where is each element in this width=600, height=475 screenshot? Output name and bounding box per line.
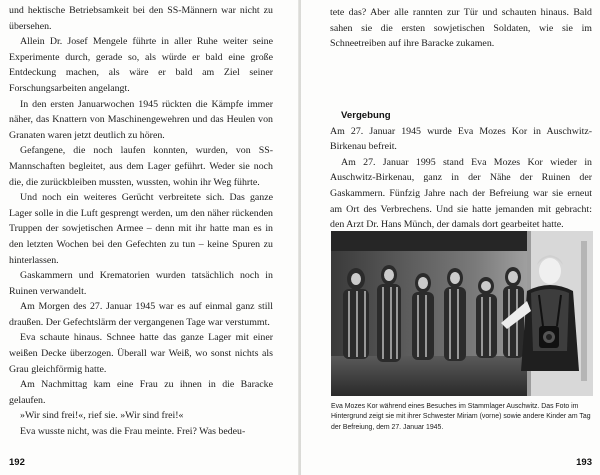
- paragraph: und hektische Betriebsamkeit bei den SS-Männern war nicht zu übersehen.: [9, 5, 273, 32]
- right-page-continuation: [330, 5, 592, 52]
- paragraph: Eva wusste nicht, was die Frau meinte. Frei? Was bedeu-: [20, 426, 246, 438]
- photo-illustration: [331, 231, 593, 396]
- paragraph: Allein Dr. Josef Mengele führte in aller Ruhe weiter seine Experimente durch, gerade so, als würde er bald eine große Entdeckung machen, als wäre er bald am Ziel seiner Forschungsarbeiten angelangt.: [9, 36, 273, 94]
- paragraph: tete das? Aber alle rannten zur Tür und schauten hinaus. Bald sahen sie die ersten sowjetischen Soldaten, wie sie im Schneetreiben auf ihre Baracke zukamen.: [330, 7, 592, 50]
- paragraph: Am 27. Januar 1945 wurde Eva Mozes Kor in Auschwitz-Birkenau befreit.: [330, 125, 592, 153]
- paragraph: Am 27. Januar 1995 stand Eva Mozes Kor wieder in Auschwitz-Birkenau, ganz in der Nähe der Ruinen der Gaskammern. Fünfzig Jahre nach der Befreiung war sie erneut am Ort des Verbrechens. Und sie hatte jemanden mit gebracht: den Arzt Dr. Hans Münch, der damals dort gearbeitet hatte.: [330, 156, 592, 231]
- paragraph: Gefangene, die noch laufen konnten, wurden, von SS-Mannschaften begleitet, aus dem Lager geführt. Weder sie noch die, die zurückbleiben mussten, wussten, wohin ihr Weg führte.: [9, 145, 273, 188]
- paragraph: »Wir sind frei!«, rief sie. »Wir sind frei!«: [20, 410, 184, 422]
- paragraph: Eva schaute hinaus. Schnee hatte das ganze Lager mit einer weißen Decke überzogen. Überall war Weiß, wo sonst nichts als Grau gleichförmig hatte.: [9, 332, 273, 375]
- left-page: [0, 0, 299, 475]
- paragraph: Gaskammern und Krematorien wurden tatsächlich noch in Ruinen verwandelt.: [9, 270, 273, 297]
- paragraph: In den ersten Januarwochen 1945 rückten die Kämpfe immer näher, das Knattern von Maschinengewehren und das Heulen von Granaten waren jetzt deutlich zu hören.: [9, 98, 273, 141]
- photo-caption: Eva Mozes Kor während eines Besuches im Stammlager Auschwitz. Das Foto im Hintergrund zeigt sie mit ihrer Schwester Miriam (vorne) sowie andere Kinder am Tag der Befreiung, dem 27. Januar 1945.: [331, 403, 591, 431]
- section-heading: Vergebung: [341, 110, 391, 121]
- paragraph: Am Morgen des 27. Januar 1945 war es auf einmal ganz still draußen. Der Gefechtslärm der vergangenen Tage war verstummt.: [9, 301, 273, 328]
- photo-eva-mozes-kor: [331, 231, 593, 396]
- left-page-body: [9, 3, 273, 440]
- page-number-left: 192: [9, 457, 25, 468]
- page-number-right: 193: [576, 457, 592, 468]
- paragraph: Und noch ein weiteres Gerücht verbreitete sich. Das ganze Lager solle in die Luft gesprengt werden, um den näher rückenden Truppen der sowjetischen Armee – denn mit ihr hatte man es in den letzten Wochen bei den Gefechten zu tun – keine Spuren zu hinterlassen.: [9, 192, 273, 266]
- paragraph: Am Nachmittag kam eine Frau zu ihnen in die Baracke gelaufen.: [9, 379, 273, 406]
- right-page-section: [330, 108, 592, 248]
- right-page: [301, 0, 600, 475]
